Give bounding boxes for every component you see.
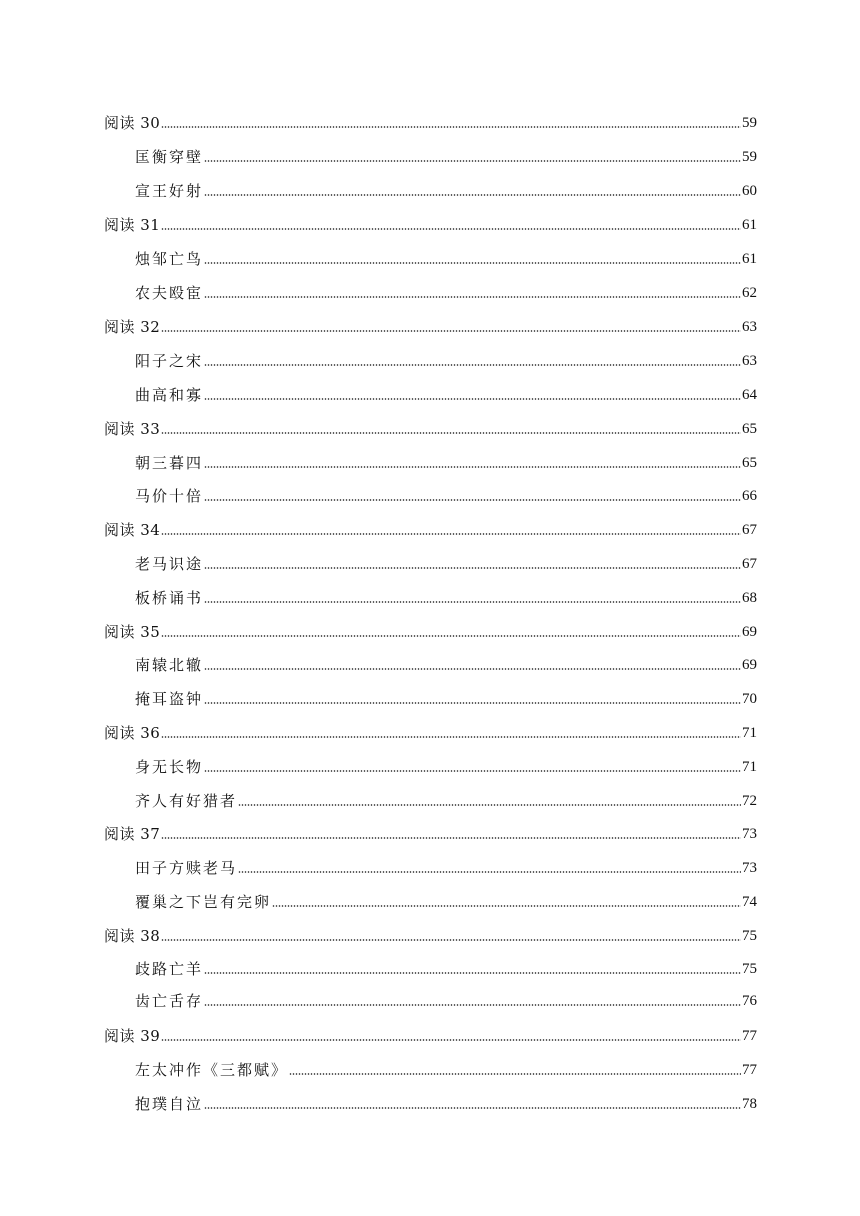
toc-story-entry[interactable]	[135, 448, 757, 472]
dot-leader	[289, 1072, 741, 1076]
toc-section-entry[interactable]	[104, 515, 757, 539]
dot-leader	[238, 870, 741, 874]
toc-page-number: 73	[742, 826, 757, 842]
toc-page-number: 63	[742, 353, 757, 369]
toc-story-entry[interactable]	[135, 752, 757, 776]
toc-story-entry[interactable]	[135, 786, 757, 810]
toc-entry-title: 匡衡穿壁	[135, 148, 204, 166]
toc-story-entry[interactable]	[135, 853, 757, 877]
toc-section-entry[interactable]	[104, 819, 757, 843]
toc-story-entry[interactable]	[135, 176, 757, 200]
toc-story-entry[interactable]	[135, 380, 757, 404]
dot-leader	[204, 159, 741, 163]
toc-story-entry[interactable]	[135, 887, 757, 911]
toc-story-entry[interactable]	[135, 278, 757, 302]
toc-page-number: 65	[742, 455, 757, 471]
toc-page-number: 65	[742, 421, 757, 437]
toc-entry-title: 田子方赎老马	[135, 859, 238, 877]
toc-story-entry[interactable]	[135, 583, 757, 607]
toc-section-entry[interactable]	[104, 617, 757, 641]
toc-entry-title: 阅读 39	[104, 1027, 161, 1045]
toc-page-number: 67	[742, 556, 757, 572]
dot-leader	[204, 769, 741, 773]
toc-page-number: 71	[742, 759, 757, 775]
dot-leader	[204, 193, 741, 197]
toc-entry-title: 板桥诵书	[135, 589, 204, 607]
toc-page-number: 59	[742, 115, 757, 131]
toc-story-entry[interactable]	[135, 650, 757, 674]
toc-entry-title: 阅读 38	[104, 927, 161, 945]
toc-section-entry[interactable]	[104, 921, 757, 945]
toc-page-number: 71	[742, 725, 757, 741]
toc-page-number: 62	[742, 285, 757, 301]
toc-entry-title: 南辕北辙	[135, 656, 204, 674]
toc-entry-title: 宣王好射	[135, 182, 204, 200]
dot-leader	[161, 735, 741, 739]
toc-page-number: 64	[742, 387, 757, 403]
toc-entry-title: 曲高和寡	[135, 386, 204, 404]
dot-leader	[161, 836, 741, 840]
toc-story-entry[interactable]	[135, 1089, 757, 1113]
toc-entry-title: 阅读 31	[104, 216, 161, 234]
toc-entry-title: 阅读 30	[104, 114, 161, 132]
dot-leader	[161, 431, 741, 435]
toc-entry-title: 左太冲作《三都赋》	[135, 1061, 289, 1079]
toc-entry-title: 阅读 37	[104, 825, 161, 843]
dot-leader	[161, 125, 741, 129]
toc-page-number: 78	[742, 1096, 757, 1112]
dot-leader	[204, 465, 741, 469]
toc-story-entry[interactable]	[135, 481, 757, 505]
toc-entry-title: 阅读 34	[104, 521, 161, 539]
dot-leader	[204, 701, 741, 705]
toc-section-entry[interactable]	[104, 414, 757, 438]
toc-section-entry[interactable]	[104, 1021, 757, 1045]
toc-page-number: 59	[742, 149, 757, 165]
toc-page-number: 63	[742, 319, 757, 335]
dot-leader	[204, 261, 741, 265]
toc-section-entry[interactable]	[104, 210, 757, 234]
dot-leader	[204, 1003, 741, 1007]
toc-story-entry[interactable]	[135, 954, 757, 978]
toc-page-number: 68	[742, 590, 757, 606]
dot-leader	[272, 904, 741, 908]
toc-entry-title: 朝三暮四	[135, 454, 204, 472]
dot-leader	[204, 667, 741, 671]
toc-page-number: 74	[742, 894, 757, 910]
toc-story-entry[interactable]	[135, 244, 757, 268]
toc-section-entry[interactable]	[104, 718, 757, 742]
toc-entry-title: 齐人有好猎者	[135, 792, 238, 810]
toc-entry-title: 阳子之宋	[135, 352, 204, 370]
toc-entry-title: 阅读 36	[104, 724, 161, 742]
dot-leader	[204, 397, 741, 401]
toc-section-entry[interactable]	[104, 108, 757, 132]
toc-story-entry[interactable]	[135, 1055, 757, 1079]
toc-page-number: 60	[742, 183, 757, 199]
toc-entry-title: 阅读 33	[104, 420, 161, 438]
toc-entry-title: 农夫殴宦	[135, 284, 204, 302]
toc-page-number: 61	[742, 251, 757, 267]
dot-leader	[204, 600, 741, 604]
toc-entry-title: 身无长物	[135, 758, 204, 776]
toc-page-number: 73	[742, 860, 757, 876]
toc-story-entry[interactable]	[135, 549, 757, 573]
dot-leader	[204, 971, 741, 975]
toc-page-number: 70	[742, 691, 757, 707]
toc-page-number: 69	[742, 657, 757, 673]
toc-entry-title: 抱璞自泣	[135, 1095, 204, 1113]
toc-page-number: 77	[742, 1062, 757, 1078]
toc-story-entry[interactable]	[135, 346, 757, 370]
toc-entry-title: 烛邹亡鸟	[135, 250, 204, 268]
dot-leader	[161, 938, 741, 942]
toc-section-entry[interactable]	[104, 312, 757, 336]
toc-story-entry[interactable]	[135, 986, 757, 1010]
dot-leader	[161, 634, 741, 638]
dot-leader	[204, 1106, 741, 1110]
toc-entry-title: 阅读 32	[104, 318, 161, 336]
toc-entry-title: 歧路亡羊	[135, 960, 204, 978]
dot-leader	[204, 498, 741, 502]
dot-leader	[161, 227, 741, 231]
dot-leader	[204, 566, 741, 570]
toc-entry-title: 齿亡舌存	[135, 992, 204, 1010]
toc-page-number: 69	[742, 624, 757, 640]
toc-entry-title: 马价十倍	[135, 487, 204, 505]
dot-leader	[238, 803, 741, 807]
toc-entry-title: 覆巢之下岂有完卵	[135, 893, 272, 911]
toc-page-number: 67	[742, 522, 757, 538]
toc-page-number: 77	[742, 1028, 757, 1044]
toc-story-entry[interactable]	[135, 684, 757, 708]
toc-page-number: 76	[742, 993, 757, 1009]
toc-page-number: 75	[742, 928, 757, 944]
toc-entry-title: 掩耳盗钟	[135, 690, 204, 708]
dot-leader	[204, 295, 741, 299]
toc-entry-title: 阅读 35	[104, 623, 161, 641]
dot-leader	[204, 363, 741, 367]
toc-page-number: 66	[742, 488, 757, 504]
toc-page-number: 75	[742, 961, 757, 977]
dot-leader	[161, 329, 741, 333]
toc-page-number: 61	[742, 217, 757, 233]
toc-page-number: 72	[742, 793, 757, 809]
toc-entry-title: 老马识途	[135, 555, 204, 573]
toc-story-entry[interactable]	[135, 142, 757, 166]
dot-leader	[161, 532, 741, 536]
dot-leader	[161, 1038, 741, 1042]
